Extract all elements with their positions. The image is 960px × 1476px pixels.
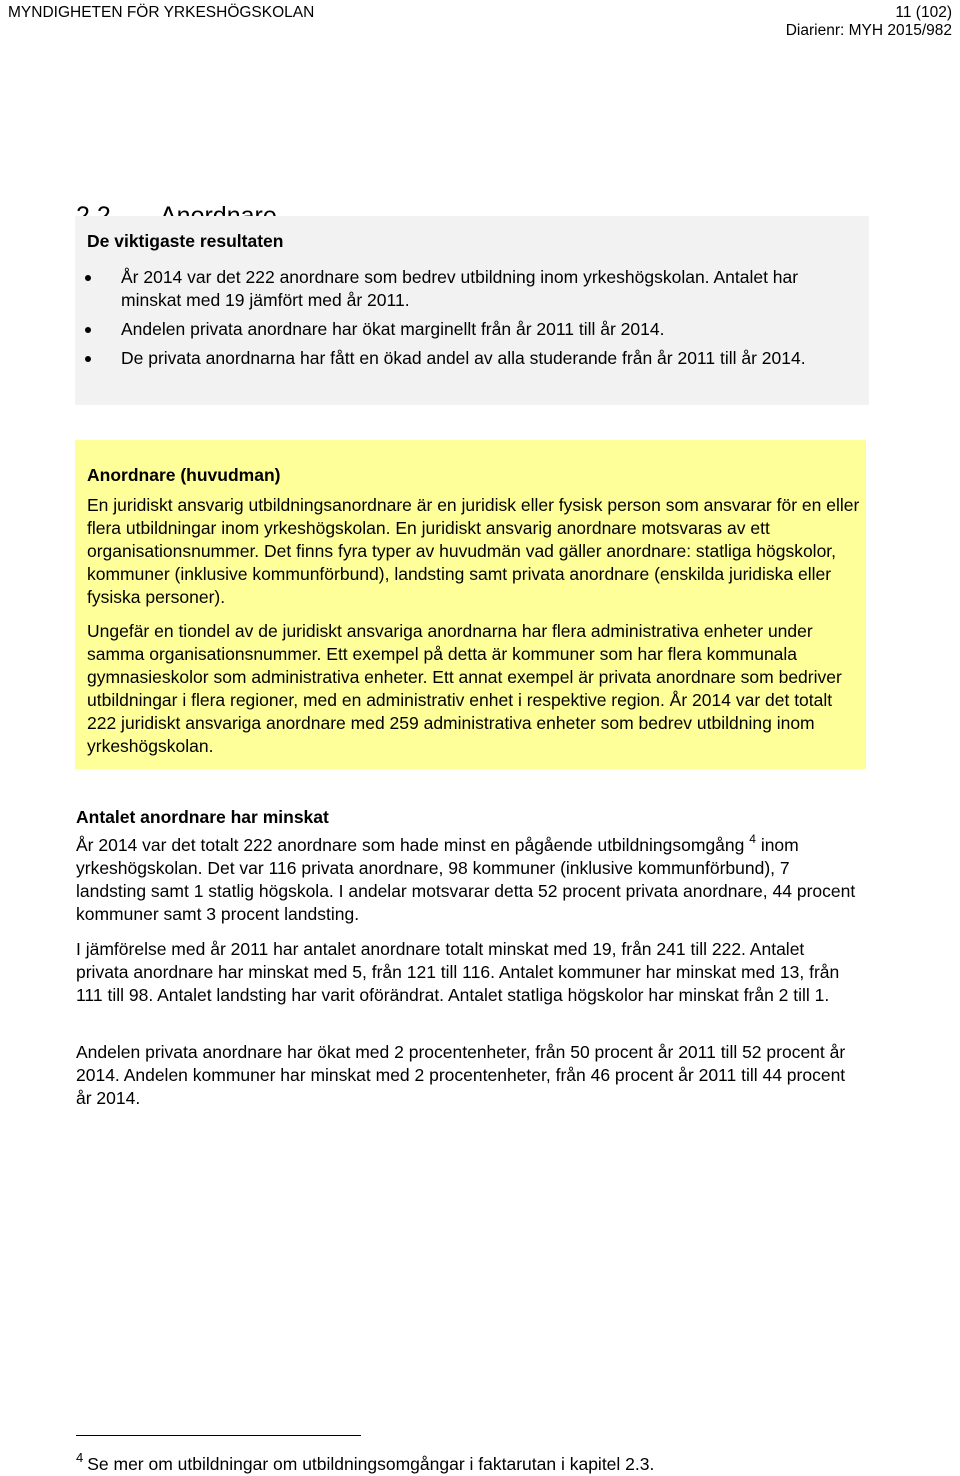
body-text: inom yrkeshögskolan. Det var 116 privata anordnare, 98 kommuner (inklusive kommunförbund), 7 landsting samt 1 statlig högskola. I andelar motsvarar detta 52 procent privata anordnare, 44 procent kommuner samt 3 procent landsting. — [76, 835, 856, 924]
list-item-text: De privata anordnarna har fått en ökad andel av alla studerande från år 2011 till år 2014. — [121, 348, 806, 368]
list-item-text: Andelen privata anordnare har ökat marginellt från år 2011 till år 2014. — [121, 319, 665, 339]
list-item — [75, 347, 869, 370]
definition-title: Anordnare (huvudman) — [87, 465, 281, 485]
body-paragraph — [76, 834, 856, 926]
header-page-number: 11 (102) — [895, 4, 952, 21]
bullet-icon — [85, 356, 91, 362]
body-text: År 2014 var det totalt 222 anordnare som hade minst en pågående utbildningsomgång — [76, 835, 745, 855]
list-item-text: År 2014 var det 222 anordnare som bedrev utbildning inom yrkeshögskolan. Antalet har minskat med 19 jämfört med år 2011. — [121, 267, 799, 310]
body-paragraph: Andelen privata anordnare har ökat med 2 procentenheter, från 50 procent år 2011 till 52 procent år 2014. Andelen kommuner har minskat med 2 procentenheter, från 46 procent år 2011 till 44 procent år 2014. — [76, 1042, 846, 1108]
subsection-heading: Antalet anordnare har minskat — [76, 807, 329, 827]
footnote-reference[interactable]: 4 — [749, 832, 756, 846]
footnote-number: 4 — [76, 1450, 84, 1465]
key-results-title: De viktigaste resultaten — [87, 231, 284, 251]
footnote — [76, 1446, 654, 1476]
list-item — [75, 318, 869, 341]
header-diarienr: Diarienr: MYH 2015/982 — [785, 22, 952, 39]
key-results-box — [75, 216, 869, 405]
key-results-list — [75, 266, 869, 376]
footnote-divider — [76, 1435, 361, 1436]
definition-paragraph: Ungefär en tiondel av de juridiskt ansvariga anordnarna har flera administrativa enheter under samma organisationsnummer. Ett exempel på detta är kommuner som har flera kommunala gymnasieskolor som administrativa enheter. Ett annat exempel är privata anordnare som bedriver utbildningar i flera regioner, med en administrativ enhet i respektive region. År 2014 var det totalt 222 juridiskt ansvariga anordnare med 259 administrativa enheter som bedrev utbildning inom yrkeshögskolan. — [87, 621, 842, 756]
body-paragraph: I jämförelse med år 2011 har antalet anordnare totalt minskat med 19, från 241 till 222. Antalet privata anordnare har minskat med 5, från 121 till 116. Antalet kommuner har minskat med 13, från 111 till 98. Antalet landsting har varit oförändrat. Antalet statliga högskolor har minskat från 2 till 1. — [76, 939, 840, 1005]
bullet-icon — [85, 275, 91, 281]
footnote-text: Se mer om utbildningar om utbildningsomgångar i faktarutan i kapitel 2.3. — [87, 1454, 655, 1474]
definition-paragraph: En juridiskt ansvarig utbildningsanordnare är en juridisk eller fysisk person som ansvarar för en eller flera utbildningar inom yrkeshögskolan. En juridiskt ansvarig anordnare motsvaras av ett organisationsnummer. Det finns fyra typer av huvudmän vad gäller anordnare: statliga högskolor, kommuner (inklusive kommunförbund), landsting samt privata anordnare (enskilda juridiska eller fysiska personer). — [87, 495, 860, 607]
bullet-icon — [85, 327, 91, 333]
definition-box — [75, 440, 866, 769]
list-item — [75, 266, 869, 312]
header-agency-name: MYNDIGHETEN FÖR YRKESHÖGSKOLAN — [8, 4, 315, 21]
